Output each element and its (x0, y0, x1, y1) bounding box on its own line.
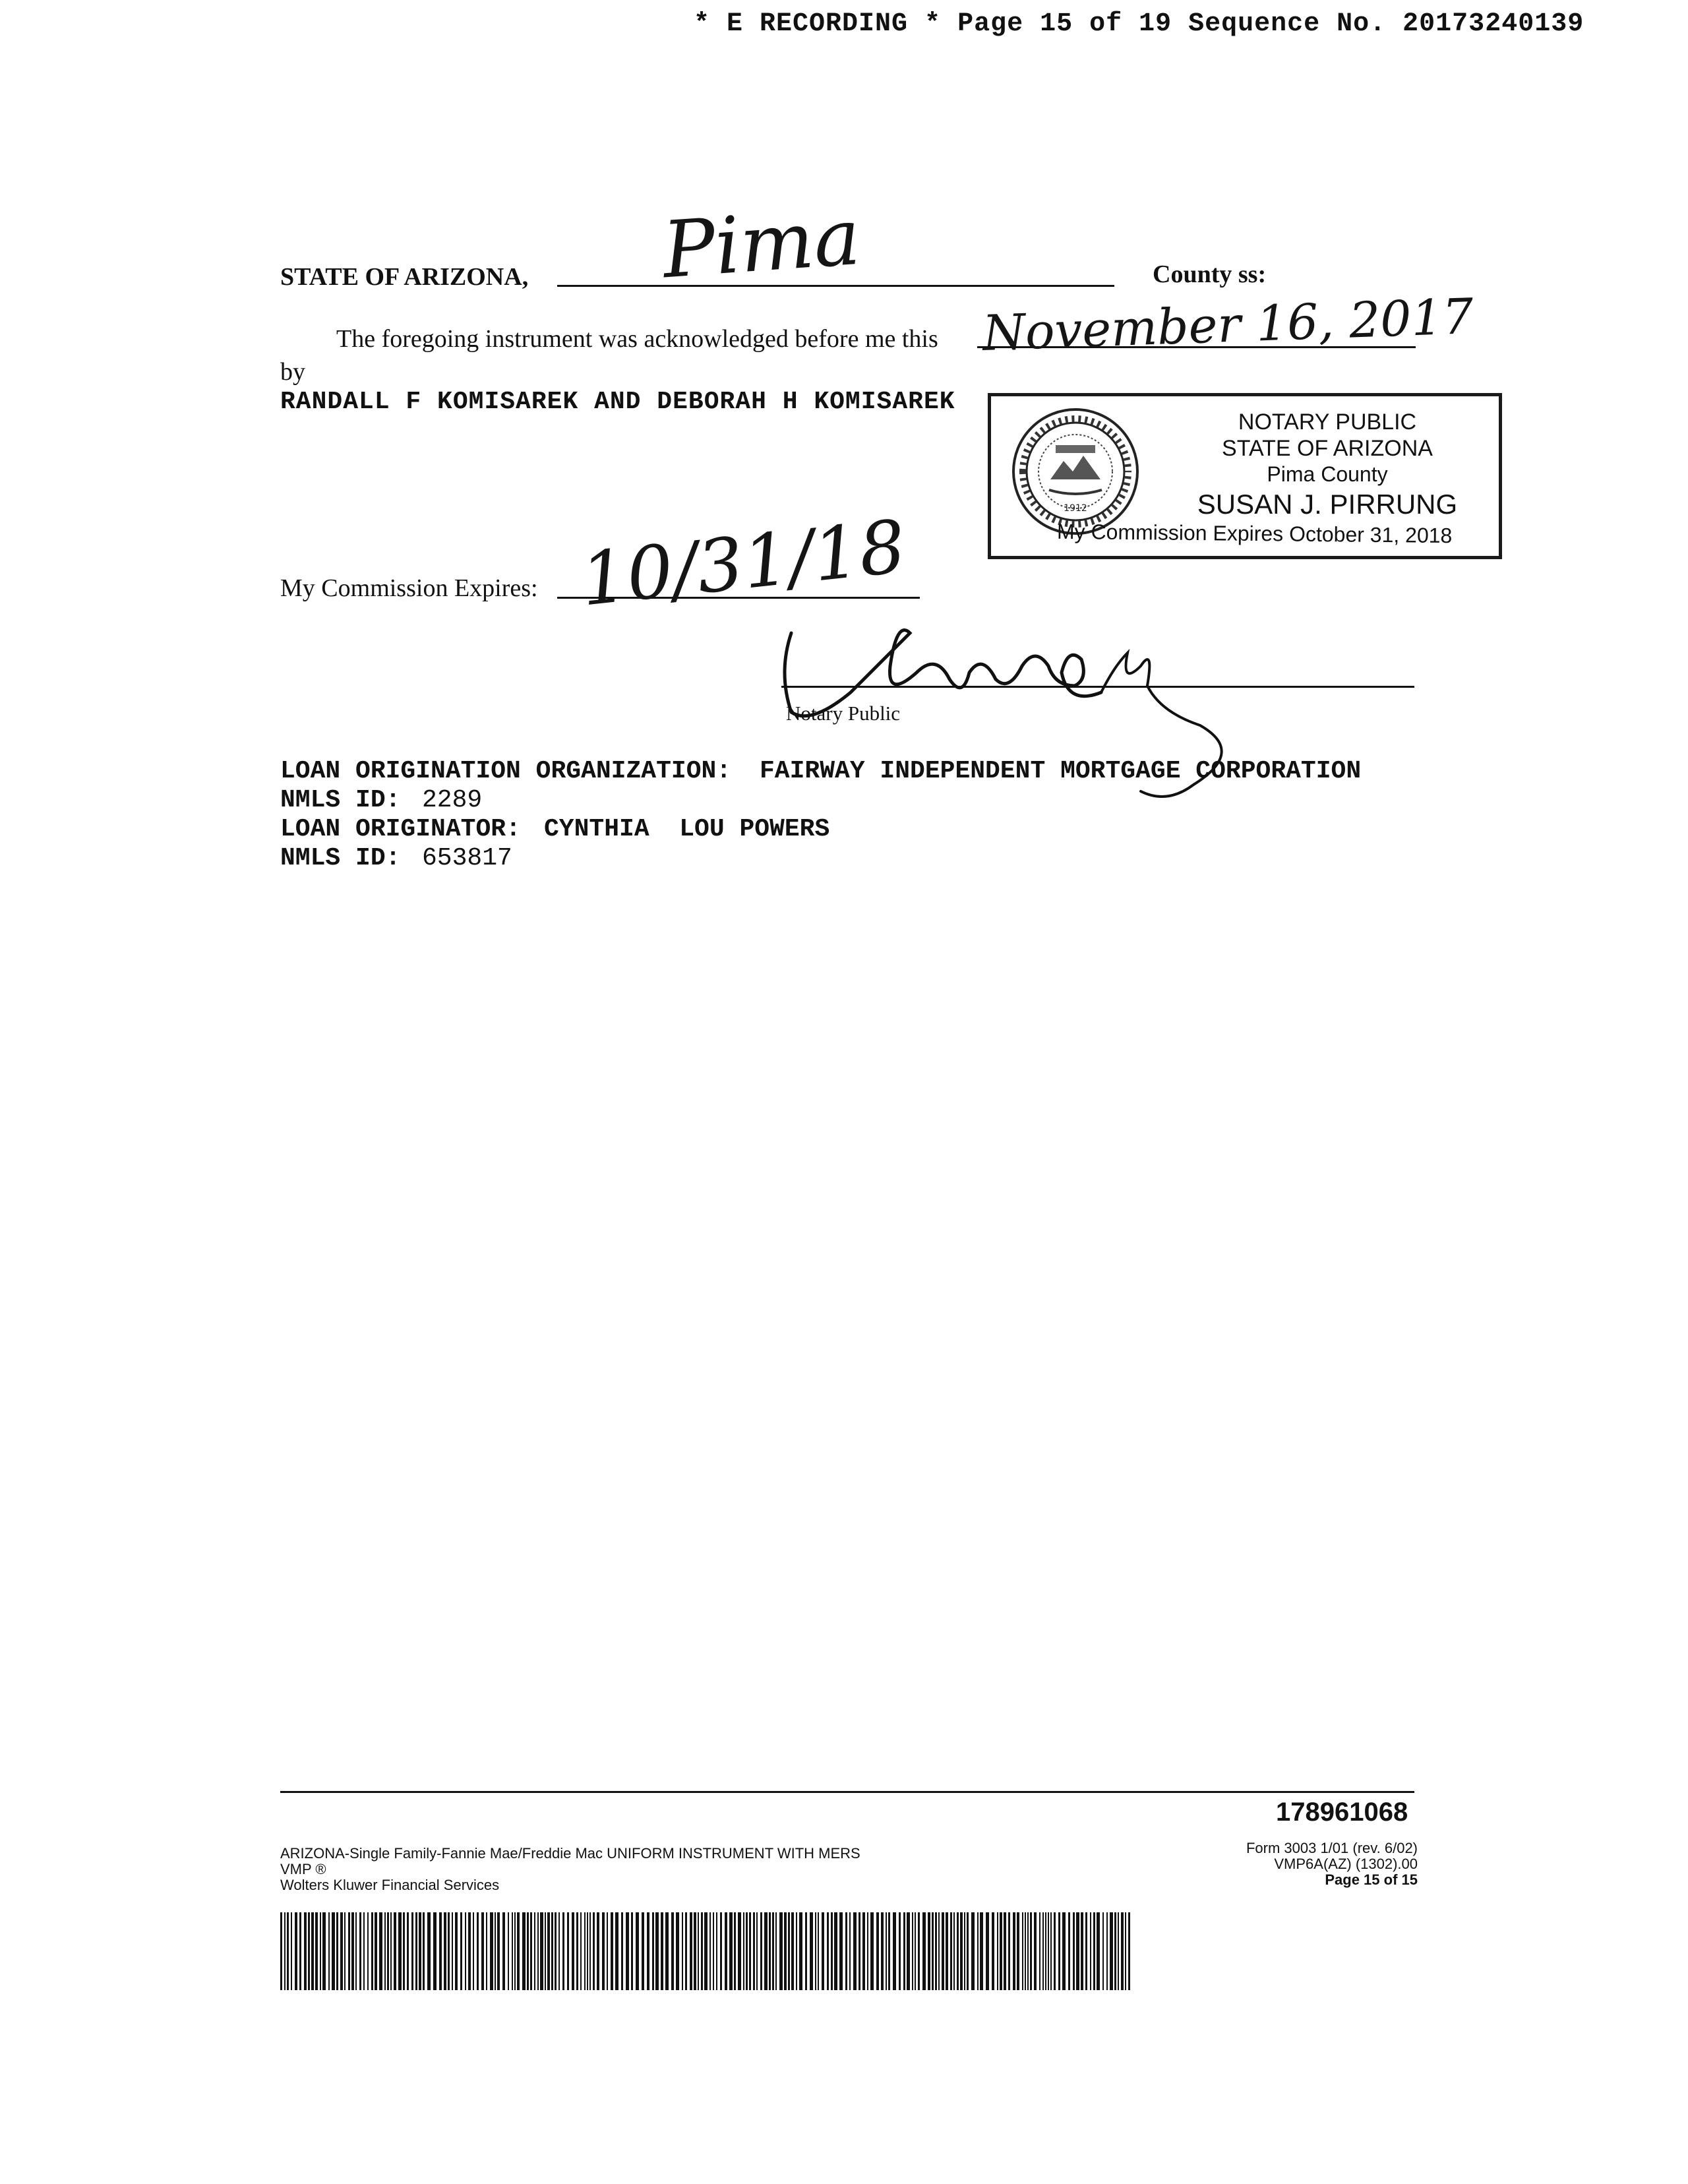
parties-names: RANDALL F KOMISAREK AND DEBORAH H KOMISAREK (280, 388, 955, 416)
commission-label: My Commission Expires: (280, 574, 538, 602)
stamp-county: Pima County (1267, 462, 1388, 486)
form-number: Form 3003 1/01 (rev. 6/02) (1246, 1840, 1418, 1856)
date-handwritten: November 16, 2017 (981, 288, 1474, 362)
loan-org-label: LOAN ORIGINATION ORGANIZATION: (280, 757, 732, 785)
loan-org-value: FAIRWAY INDEPENDENT MORTGAGE CORPORATION (760, 757, 1362, 785)
vmp-code: VMP6A(AZ) (1302).00 (1274, 1856, 1418, 1872)
recording-header: * E RECORDING * Page 15 of 19 Sequence No. 20173240139 (694, 9, 1584, 39)
stamp-notary-name: SUSAN J. PIRRUNG (1197, 489, 1458, 520)
foregoing-text: The foregoing instrument was acknowledged before me this (336, 325, 938, 353)
stamp-state: STATE OF ARIZONA (1222, 436, 1433, 461)
notary-stamp (988, 393, 1502, 559)
nmls-id-label: NMLS ID: (280, 786, 401, 814)
county-handwritten: Pima (659, 191, 863, 296)
svg-text:1912: 1912 (1064, 503, 1087, 514)
form-title: ARIZONA-Single Family-Fannie Mae/Freddie Mac UNIFORM INSTRUMENT WITH MERS (280, 1845, 860, 1862)
arizona-state-seal-icon (1010, 406, 1141, 537)
state-label: STATE OF ARIZONA, (280, 263, 529, 291)
nmls-id-label-2: NMLS ID: (280, 844, 401, 872)
nmls-id-value: 2289 (422, 786, 483, 814)
publisher: Wolters Kluwer Financial Services (280, 1877, 500, 1893)
commission-handwritten: 10/31/18 (576, 504, 910, 622)
loan-number: 178961068 (1276, 1798, 1408, 1827)
vmp-mark: VMP ® (280, 1861, 326, 1877)
stamp-title: NOTARY PUBLIC (1238, 410, 1417, 435)
stamp-commission-expiry: My Commission Expires October 31, 2018 (1056, 519, 1453, 548)
loan-originator-label: LOAN ORIGINATOR: (280, 815, 521, 843)
by-label: by (280, 358, 305, 386)
county-blank-line (557, 285, 1114, 287)
county-label: County ss: (1153, 260, 1267, 288)
notary-public-label: Notary Public (786, 702, 901, 725)
barcode-icon (280, 1912, 1131, 1990)
nmls-id-value-2: 653817 (422, 844, 512, 872)
page-number: Page 15 of 15 (1325, 1871, 1418, 1888)
loan-originator-value: CYNTHIA LOU POWERS (544, 815, 830, 843)
footer-rule (280, 1791, 1414, 1793)
